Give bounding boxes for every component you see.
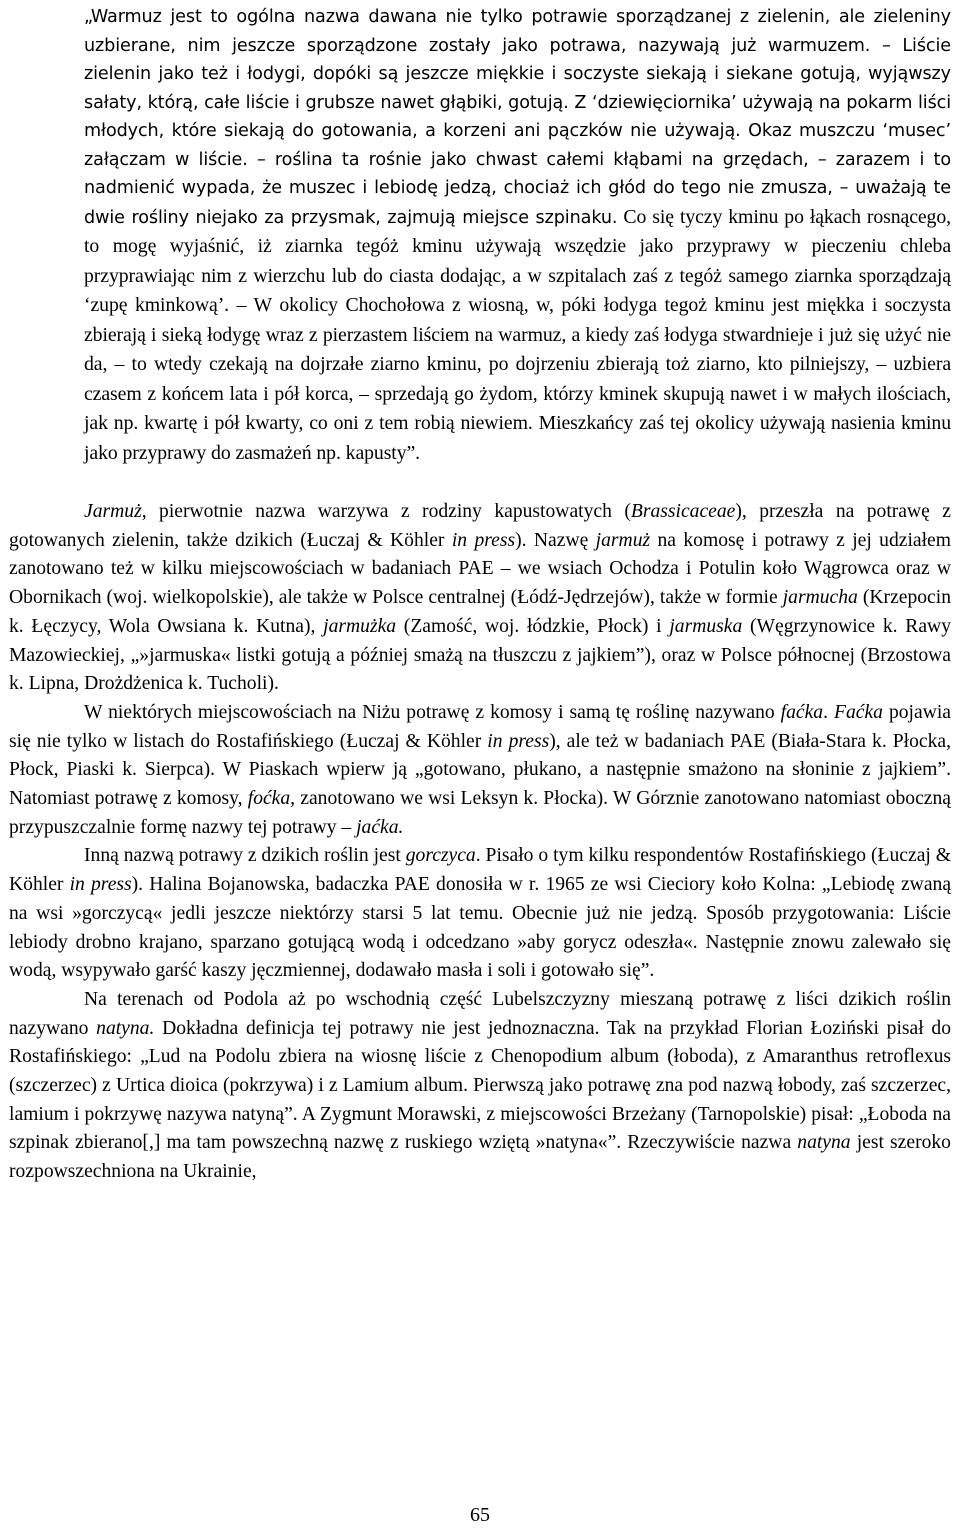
quote-text: „Warmuz jest to ogólna nazwa dawana nie tylko potrawie sporządzanej z zielenin, ale zieleniny uzbierane, nim jeszcze sporządzone zostały jako potrawa, nazywają już warmuzem. – Liście zielenin jako też i łodygi, dopóki są jeszcze miękkie i soczyste siekają i siekane gotują, wyjąwszy sałaty, którą, całe liście i grubsze nawet głąbiki, gotują. Z ‘dziewięciornika’ używają na pokarm liści młodych, które siekają do gotowania, a korzeni ani pączków nie używają. Okaz muszczu ‘musec’ załączam w liście. – roślina ta rośnie jako chwast całemi kłąbami na grzędach, – zarazem i to nadmienić wypada, że muszec i lebiodę jedzą, chociaż ich głód do tego nie zmusza, – uważają te dwie rośliny niejako za przysmak, zajmują miejsce szpinaku.	[84, 7, 951, 228]
page-number: 65	[470, 1504, 490, 1526]
paragraph-gorczyca	[9, 842, 951, 986]
text-span: (Krzepocin k. Łęczycy, Wola Owsiana k. Kutna),	[9, 587, 951, 637]
text-span: Dokładna definicja tej potrawy nie jest jednoznaczna. Tak na przykład Florian Łoziński pisał do Rostafińskiego: „Lud na Podolu zbiera na wiosnę liście z Chenopodium album (łoboda), z Amaranthus retroflexus (szczerzec) z Urtica dioica (pokrzywa) i z Lamium album. Pierwszą jako potrawę zna pod nazwą łobody, zaś szczerzec, lamium i pokrzywę nazywa natyną”. A Zygmunt Morawski, z miejscowości Brzeżany (Tarnopolskie) pisał: „Łoboda na szpinak zbierano[,] ma tam powszechną nazwę z ruskiego wziętą »natyna«”. Rzeczywiście nazwa	[9, 1017, 951, 1154]
text-span: pojawia się nie tylko w listach do Rostafińskiego (Łuczaj & Köhler	[9, 701, 951, 752]
paragraph-facka	[9, 699, 951, 843]
text-span: Inną nazwą potrawy z dzikich roślin jest	[84, 845, 406, 867]
citation-in-press: in press	[487, 730, 550, 752]
term-jarmuzka: jarmużka	[323, 615, 397, 637]
text-span: (Węgrzynowice k. Rawy Mazowieckiej, „»jarmuska« listki gotują a później smażą na tłuszczu z jajkiem”), oraz w Polsce północnej (Brzostowa k. Lipna, Drożdżenica k. Tucholi).	[9, 615, 951, 695]
term-jarmucha: jarmucha	[782, 587, 858, 609]
body-text	[9, 498, 951, 1187]
block-quote	[9, 0, 951, 468]
citation-in-press: in press	[69, 874, 132, 896]
term-jarmuz: Jarmuż	[84, 501, 142, 522]
term-brassicaceae: Brassicaceae	[630, 501, 736, 522]
text-span: jest szeroko rozpowszechniona na Ukrainie,	[9, 1132, 951, 1183]
text-span: na komosę i potrawy z jej udziałem zanotowano też w kilku miejscowościach w badaniach PAE – we wsiach Ochodza i Potulin koło Wągrowca oraz w Obornikach (woj. wielkopolskie), ale także w Polsce centralnej (Łódź-Jędrzejów), także w formie	[9, 529, 951, 609]
text-span: ). Nazwę	[515, 529, 596, 551]
text-span: Na terenach od Podola aż po wschodnią część Lubelszczyzny mieszaną potrawę z liści dzikich roślin nazywano	[9, 988, 951, 1039]
text-span: . Pisało o tym kilku respondentów Rostafińskiego (Łuczaj & Köhler	[9, 845, 951, 896]
text-span: (Zamość, woj. łódzkie, Płock) i	[396, 615, 670, 637]
citation-in-press: in press	[451, 529, 516, 551]
term-jarmuska: jarmuska	[669, 615, 743, 637]
term-jarmuz: jarmuż	[595, 529, 651, 551]
text-span: ), ale też w badaniach PAE (Biała-Stara k. Płocka, Płock, Piaski k. Sierpca). W Piaskach wpierw ją „gotowano, płukano, a następnie smażono na słoninie z jajkiem”. Natomiast potrawę z komosy,	[9, 730, 951, 810]
paragraph-jarmuz	[9, 498, 951, 699]
paragraph-natyna	[9, 986, 951, 1187]
term-jacka: jaćka.	[356, 816, 404, 838]
term-gorczyca: gorczyca	[405, 845, 476, 867]
term-focka: foćka,	[247, 788, 296, 810]
text-span: ), przeszła na potrawę z gotowanych zielenin, także dzikich (Łuczaj & Köhler	[9, 501, 951, 551]
text-span: .	[823, 701, 834, 723]
text-span: zanotowano we wsi Leksyn k. Płocka). W Górznie zanotowano natomiast oboczną przypuszczalnie formę nazwy tej potrawy –	[9, 788, 951, 838]
text-span: ). Halina Bojanowska, badaczka PAE donosiła w r. 1965 ze wsi Cieciory koło Kolna: „Lebiodę zwaną na wsi »gorczycą« jedli jeszcze niektórzy starsi 5 lat temu. Obecnie już nie jedzą. Sposób przygotowania: Liście lebiody drobno krajano, sparzano gotującą wodą i odcedzano »aby gorycz odeszła«. Następnie znowu zalewało się wodą, wsypywało garść kaszy jęczmiennej, dodawało masła i soli i gotowało się”.	[9, 874, 952, 982]
quote-text-continued: Co się tyczy kminu po łąkach rosnącego, to mogę wyjaśnić, iż ziarnka tegóż kminu używają wszędzie jako przyprawy w pieczeniu chleba przyprawiając nim z wierzchu lub do ciasta dodając, a w szpitalach zaś z tegóż samego ziarnka sporządzają ‘zupę kminkową’. – W okolicy Chochołowa z wiosną, w, póki łodyga tegoż kminu jest miękka i soczysta zbierają i sieką łodygę wraz z pierzastem liściem na warmuz, a kiedy zaś łodyga stwardnieje i już się użyć nie da, – to wtedy czekają na dojrzałe ziarno kminu, po dojrzeniu zbierają toż ziarno, kto pilniejszy, – uzbiera czasem z końcem lata i pół korca, – sprzedają go żydom, którzy kminek skupują nawet i w małych ilościach, jak np. kwartę i pół kwarty, co oni z tem robią niewiem. Mieszkańcy zaś tej okolicy używają nasienia kminu jako przyprawy do zasmażeń np. kapusty”.	[84, 205, 951, 464]
text-span: W niektórych miejscowościach na Niżu potrawę z komosy i samą tę roślinę nazywano	[84, 701, 781, 723]
term-facka: Faćka	[834, 701, 883, 723]
term-natyna: natyna	[797, 1132, 851, 1154]
text-span: , pierwotnie nazwa warzywa z rodziny kapustowatych (	[141, 501, 631, 522]
term-natyna: natyna.	[96, 1017, 155, 1039]
term-facka: faćka	[780, 701, 824, 723]
